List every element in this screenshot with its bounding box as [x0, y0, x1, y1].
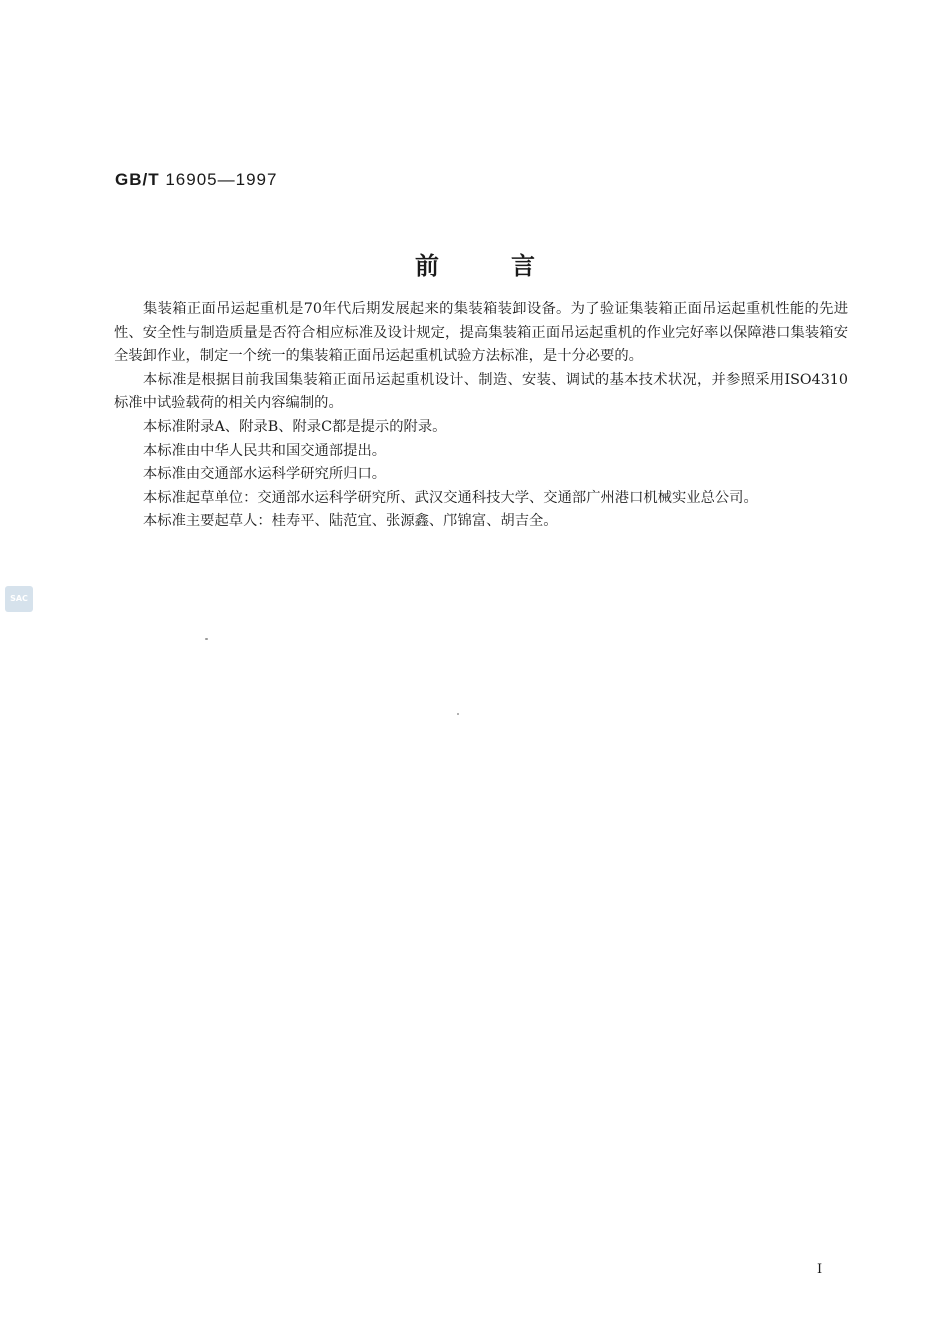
page-title: 前言	[415, 252, 607, 280]
foreword-body	[114, 298, 848, 534]
paragraph-basis: 本标准是根据目前我国集装箱正面吊运起重机设计、制造、安装、调试的基本技术状况，并参照采用ISO4310 标准中试验载荷的相关内容编制的。	[114, 371, 848, 412]
standard-code-prefix: GB/T	[115, 170, 160, 189]
standard-code	[115, 170, 277, 190]
paragraph-drafting-units: 本标准起草单位：交通部水运科学研究所、武汉交通科技大学、交通部广州港口机械实业总公司。	[143, 489, 758, 506]
scan-speck	[205, 638, 208, 640]
paragraph-drafters: 本标准主要起草人：桂寿平、陆范宜、张源鑫、邝锦富、胡吉全。	[143, 513, 558, 530]
paragraph-proposed-by: 本标准由中华人民共和国交通部提出。	[143, 442, 387, 459]
scan-speck	[457, 713, 459, 715]
watermark-logo: SAC	[5, 586, 33, 612]
paragraph-annexes: 本标准附录A、附录B、附录C都是提示的附录。	[143, 418, 447, 435]
paragraph-centralized-by: 本标准由交通部水运科学研究所归口。	[143, 466, 387, 483]
paragraph-background: 集装箱正面吊运起重机是70年代后期发展起来的集装箱装卸设备。为了验证集装箱正面吊运起重机性能的先进性、安全性与制造质量是否符合相应标准及设计规定，提高集装箱正面吊运起重机的作业完好率以保障港口集装箱安全装卸作业，制定一个统一的集装箱正面吊运起重机试验方法标准，是十分必要的。	[114, 301, 848, 365]
standard-code-number: 16905—1997	[165, 170, 278, 189]
page-number: I	[817, 1262, 823, 1277]
